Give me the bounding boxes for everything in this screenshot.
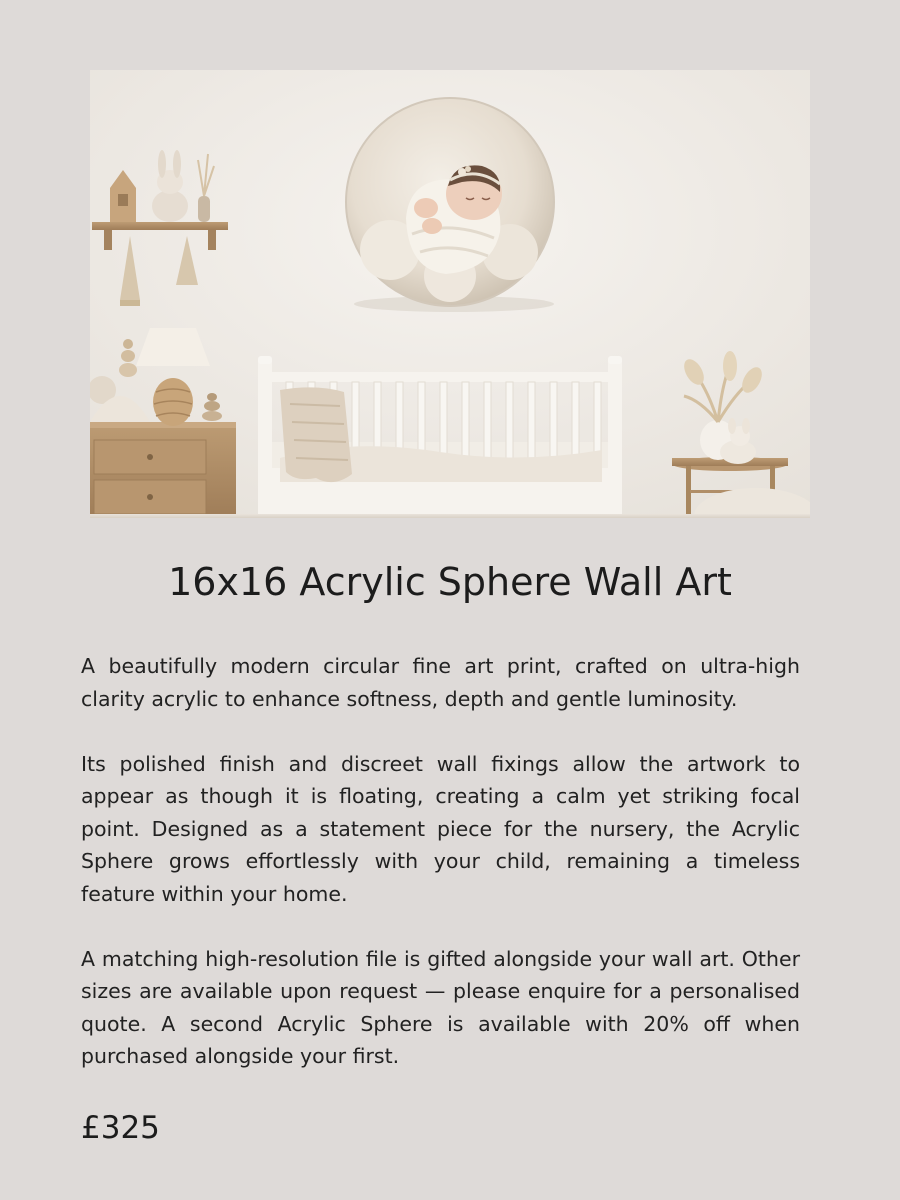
product-hero-image <box>90 70 810 518</box>
description-paragraph: A matching high-resolution file is gifted alongside your wall art. Other sizes are available upon request — please enquire for a personalised quote. A second Acrylic Sphere is available with 20% off when purchased alongside your first. <box>81 946 800 1068</box>
product-price: £325 <box>81 1110 160 1146</box>
product-title: 16x16 Acrylic Sphere Wall Art <box>168 560 732 604</box>
product-description <box>81 650 800 1105</box>
description-paragraph: A beautifully modern circular fine art print, crafted on ultra-high clarity acrylic to enhance softness, depth and gentle luminosity. <box>81 654 800 711</box>
description-paragraph: Its polished finish and discreet wall fixings allow the artwork to appear as though it is floating, creating a calm yet striking focal point. Designed as a statement piece for the nursery, the Acrylic Sphere grows effortlessly with your child, remaining a timeless feature within your home. <box>81 751 800 906</box>
nursery-scene-illustration <box>90 70 810 518</box>
